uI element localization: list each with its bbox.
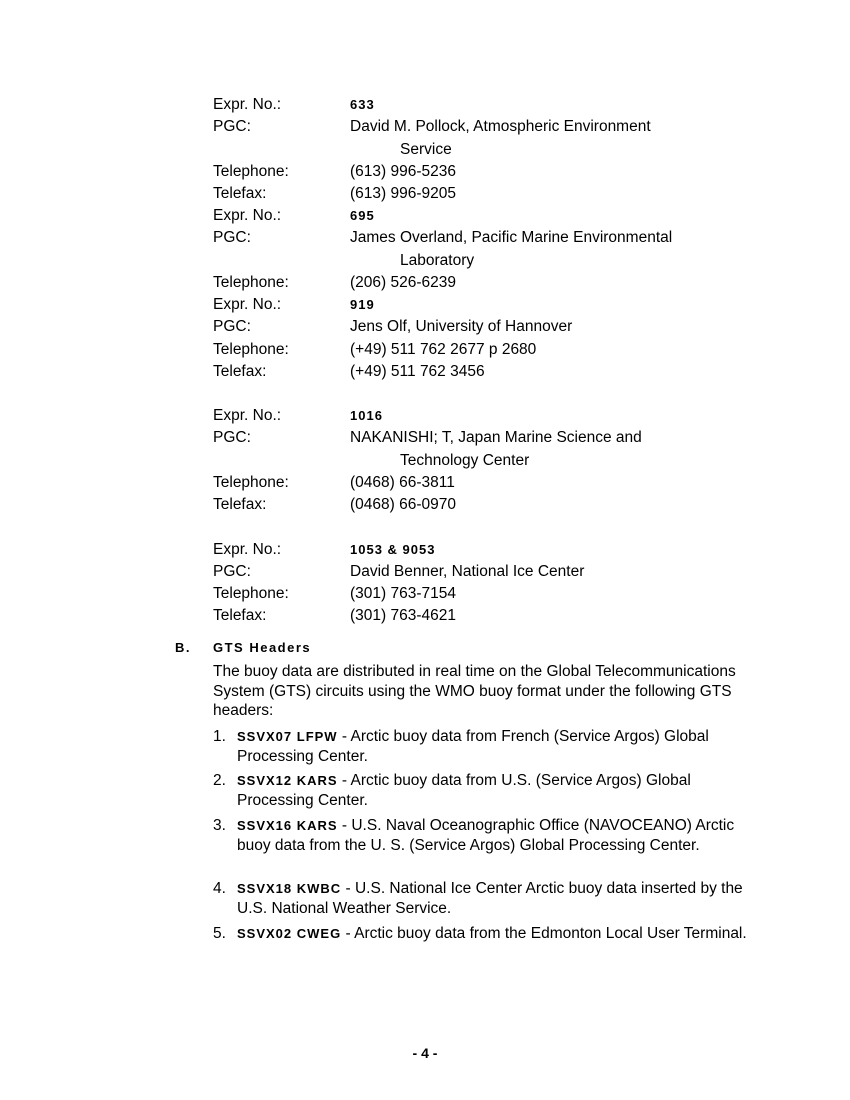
pgc-label: PGC: — [213, 429, 251, 446]
page-number: - 4 - — [412, 1045, 438, 1061]
contact-fax-row — [213, 494, 773, 516]
telephone-label: Telephone: — [213, 474, 289, 491]
contact-pgc-row — [213, 116, 773, 138]
expr-label: Expr. No.: — [213, 541, 282, 558]
expr-number: 919 — [350, 297, 375, 312]
list-item — [213, 924, 753, 944]
list-item-number: 5. — [213, 925, 226, 942]
list-item-number: 1. — [213, 728, 226, 745]
list-item-number: 2. — [213, 772, 226, 789]
expr-label: Expr. No.: — [213, 296, 282, 313]
contact-expr-row — [213, 405, 773, 427]
contact-fax-row — [213, 361, 773, 383]
contact-expr-row — [213, 94, 773, 116]
telephone-label: Telephone: — [213, 274, 289, 291]
telefax-label: Telefax: — [213, 185, 267, 202]
gts-header-code: SSVX18 KWBC — [237, 881, 342, 896]
list-item — [213, 727, 753, 766]
pgc-value: David Benner, National Ice Center — [350, 563, 585, 580]
telefax-label: Telefax: — [213, 363, 267, 380]
section-intro: The buoy data are distributed in real time on the Global Telecommunications System (GTS) circuits using the WMO buoy format under the following GTS headers: — [213, 663, 736, 719]
contact-pgc-row — [213, 427, 773, 449]
contact-expr-row — [213, 205, 773, 227]
contact-phone-row — [213, 583, 773, 605]
section-letter: B. — [175, 640, 191, 655]
expr-label: Expr. No.: — [213, 407, 282, 424]
list-item-text: - Arctic buoy data from U.S. (Service Argos) Global Processing Center. — [237, 772, 691, 809]
expr-number: 633 — [350, 97, 375, 112]
list-item — [213, 771, 753, 810]
telephone-label: Telephone: — [213, 585, 289, 602]
telephone-label: Telephone: — [213, 163, 289, 180]
contact-phone-row — [213, 472, 773, 494]
gts-header-code: SSVX07 LFPW — [237, 729, 338, 744]
pgc-value-continued: Laboratory — [400, 252, 475, 269]
pgc-label: PGC: — [213, 229, 251, 246]
gts-header-code: SSVX16 KARS — [237, 818, 338, 833]
list-item-number: 3. — [213, 817, 226, 834]
expr-number: 1016 — [350, 408, 383, 423]
telefax-value: (301) 763-4621 — [350, 607, 456, 624]
contact-pgc-row — [213, 561, 773, 583]
telefax-value: (+49) 511 762 3456 — [350, 363, 485, 380]
list-item-text: - Arctic buoy data from French (Service Argos) Global Processing Center. — [237, 728, 709, 765]
expr-number: 1053 & 9053 — [350, 542, 436, 557]
list-item-text: - U.S. Naval Oceanographic Office (NAVOCEANO) Arctic buoy data from the U. S. (Service Argos) Global Processing Center. — [237, 817, 735, 854]
telephone-value: (301) 763-7154 — [350, 585, 456, 602]
contact-expr-row — [213, 294, 773, 316]
expr-label: Expr. No.: — [213, 96, 282, 113]
telefax-label: Telefax: — [213, 607, 267, 624]
pgc-value: Jens Olf, University of Hannover — [350, 318, 573, 335]
list-item-text: - Arctic buoy data from the Edmonton Local User Terminal. — [341, 925, 747, 942]
contact-phone-row — [213, 161, 773, 183]
list-item-number: 4. — [213, 880, 226, 897]
telefax-label: Telefax: — [213, 496, 267, 513]
telephone-value: (613) 996-5236 — [350, 163, 456, 180]
contact-fax-row — [213, 183, 773, 205]
contact-pgc-row — [213, 227, 773, 249]
contact-expr-row — [213, 539, 773, 561]
pgc-label: PGC: — [213, 563, 251, 580]
pgc-value-continued: Technology Center — [400, 452, 530, 469]
contact-fax-row — [213, 605, 773, 627]
list-item — [213, 816, 753, 855]
contact-phone-row — [213, 272, 773, 294]
contact-pgc-row — [213, 316, 773, 338]
pgc-value: James Overland, Pacific Marine Environmental — [350, 229, 673, 246]
telephone-value: (+49) 511 762 2677 p 2680 — [350, 341, 537, 358]
pgc-value: David M. Pollock, Atmospheric Environment — [350, 118, 651, 135]
pgc-value-continued: Service — [400, 141, 452, 158]
telephone-value: (0468) 66-3811 — [350, 474, 455, 491]
expr-label: Expr. No.: — [213, 207, 282, 224]
pgc-label: PGC: — [213, 318, 251, 335]
list-item — [213, 879, 753, 918]
section-title: GTS Headers — [213, 640, 312, 655]
list-item-text: - U.S. National Ice Center Arctic buoy data inserted by the U.S. National Weather Service. — [237, 880, 743, 917]
telephone-value: (206) 526-6239 — [350, 274, 456, 291]
pgc-label: PGC: — [213, 118, 251, 135]
telefax-value: (0468) 66-0970 — [350, 496, 456, 513]
contact-phone-row — [213, 339, 773, 361]
gts-header-code: SSVX02 CWEG — [237, 926, 342, 941]
expr-number: 695 — [350, 208, 375, 223]
telefax-value: (613) 996-9205 — [350, 185, 456, 202]
pgc-value: NAKANISHI; T, Japan Marine Science and — [350, 429, 642, 446]
telephone-label: Telephone: — [213, 341, 289, 358]
gts-header-code: SSVX12 KARS — [237, 773, 338, 788]
